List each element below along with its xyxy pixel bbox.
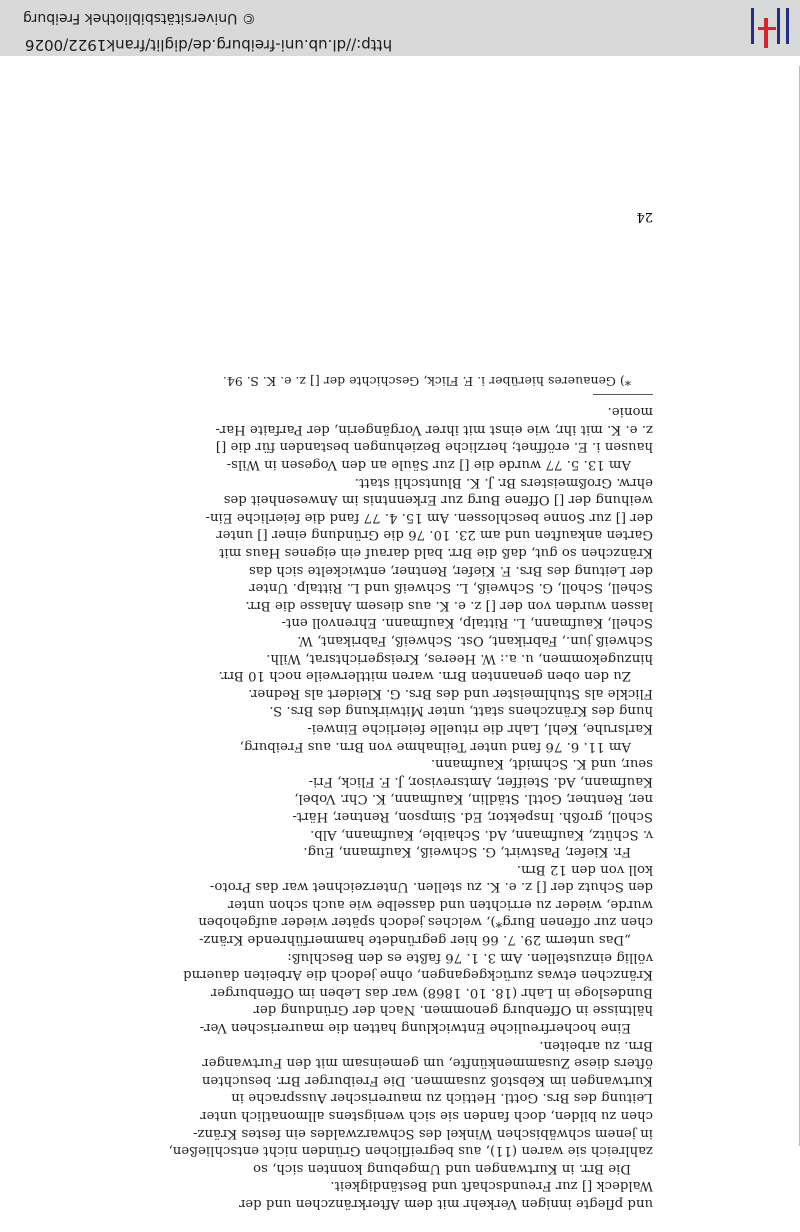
text-line: Schell, Scholl, G. Schweiß, L. Schweiß und L. Rittalp. Unter <box>249 580 653 596</box>
text-line: in jenem schwäbischen Winkel des Schwarzwaldes ein festes Kränz- <box>192 1125 653 1141</box>
text-line: weihung der [] Offene Burg zur Erkenntnis im Anwesenheit des <box>223 492 653 508</box>
text-line: Flickle als Stuhlmeister und des Brs. G. Kleidert als Redner. <box>248 685 653 701</box>
text-line: seur, und K. Schmidt, Kaufmann. <box>430 756 653 772</box>
text-line: z. e. K. mit ihr, wie einst mit ihrer Vorgängerin, der Parfaite Har- <box>215 421 653 437</box>
page-body <box>113 372 653 1212</box>
page-number: 24 <box>636 209 653 224</box>
copyright-notice: © Universitätsbibliothek Freiburg <box>23 10 256 26</box>
text-line: den Schutz der [] z. e. K. zu stellen. Unterzeichnet war das Proto- <box>209 879 653 895</box>
text-line: ehrw. Großmeisters Br. J. K. Bluntschli statt. <box>354 474 653 490</box>
text-line: chen zur offenen Burg*), welches jedoch später wieder aufgehoben <box>198 914 653 930</box>
text-line: Fr. Kiefer, Pastwirt, G. Schweiß, Kaufmann, Eug. <box>303 844 631 860</box>
text-line: Bundesloge in Lahr (18. 10. 1868) war das Leben im Offenburger <box>210 984 653 1000</box>
text-line: Die Brr. in Kurtwangen und Umgebung konnten sich, so <box>253 1160 631 1176</box>
text-line: koll von den 12 Brn. <box>516 861 653 877</box>
footnote: *) Genaueres hierüber i. F. Flick, Geschichte der [] z. e. K. S. 94. <box>222 373 631 389</box>
footnote-divider <box>593 394 653 395</box>
text-line: Kränzchen so gut, daß die Brr. bald darauf ein eigenes Haus mit <box>219 545 653 561</box>
text-line: Am 11. 6. 76 fand unter Teilnahme von Brn. aus Freiburg, <box>239 738 631 754</box>
text-line: und pflegte innigen Verkehr mit dem Afterkränzchen und der <box>238 1196 653 1211</box>
text-line: Schweiß jun., Fabrikant, Ost. Schweiß, Fabrikant, W. <box>297 633 653 648</box>
text-line: chen zu bilden, doch fanden sie sich wenigstens allmonatlich unter <box>200 1108 653 1124</box>
text-line: öfters diese Zusammenkünfte, um gemeinsam mit den Furtwanger <box>202 1055 653 1071</box>
text-line: v. Schütz, Kaufmann, Ad. Schaible, Kaufmann, Alb. <box>310 826 653 842</box>
text-line: Karlsruhe, Kehl, Lahr die rituelle feierliche Einwei- <box>307 720 653 736</box>
text-line: Scholl, großh. Inspektor, Ed. Simpson, Rentner, Härt- <box>292 808 653 824</box>
text-line: Schell, Kaufmann, L. Rittalp, Kaufmann. Ehrenvoll ent- <box>281 615 653 631</box>
source-url[interactable]: http://dl.ub.uni-freiburg.de/diglit/frank1922/0026 <box>25 36 393 54</box>
text-line: zahlreich sie waren (11), aus begreiflichen Gründen nicht entschließen, <box>168 1143 653 1159</box>
text-line: wurde, wieder zu errichten und dasselbe wie auch schon unter <box>227 896 653 912</box>
text-line: völlig einzustellen. Am 3. 1. 76 faßte es den Beschluß: <box>287 949 653 965</box>
text-line: Kurtwangen im Kebstoß zusammen. Die Freiburger Brr. besuchten <box>201 1072 653 1088</box>
text-line: Brn. zu arbeiten. <box>539 1037 653 1053</box>
text-line: Eine hocherfreuliche Entwicklung hatten die maurerischen Ver- <box>199 1020 631 1036</box>
text-line: hausen i. E. eröffnet; herzliche Beziehungen bestanden für die [] <box>215 439 653 455</box>
text-line: der [] zur Sonne beschlossen. Am 15. 4. 77 fand die feierliche Ein- <box>205 509 653 525</box>
text-line: Kränzchen etwas zurückgegangen, ohne jedoch die Arbeiten dauernd <box>183 967 653 983</box>
text-line: Am 13. 5. 77 wurde die [] zur Säule an den Vogesen in Wils- <box>226 457 631 473</box>
text-line: Waldeck [] zur Freundschaft und Beständigkeit. <box>330 1178 653 1194</box>
text-line: Garten ankauften und am 23. 10. 76 die Gründung einer [] unter <box>216 527 653 543</box>
text-line: Kaufmann, Ad. Steiffer, Amtsrevisor, J. F. Flick, Fri- <box>308 773 653 789</box>
text-line: hältnisse in Offenburg genommen. Nach der Gründung der <box>253 1002 653 1018</box>
text-line: hung des Kränzchens statt, unter Mitwirkung des Brs. S. <box>269 703 653 719</box>
text-line: Zu den oben genannten Brn. waren mittlerweile noch 10 Brr. <box>218 668 631 684</box>
text-line: „Das unterm 29. 7. 66 hier gegründete hammerführende Kränz- <box>198 932 631 948</box>
text-line: der Leitung des Brs. F. Kiefer, Rentner, entwickelte sich das <box>248 562 653 578</box>
ub-freiburg-logo-icon <box>746 4 794 48</box>
text-line: monie. <box>607 404 653 420</box>
text-line: hinzugekommen, u. a.: W. Heeres, Kreisgerichtsrat, Wilh. <box>266 650 653 666</box>
text-line: Leitung des Brs. Gottl. Hettich zu maurerischer Aussprache in <box>231 1090 653 1106</box>
library-banner <box>0 0 800 56</box>
text-line: ner, Rentner, Gottl. Städlin, Kaufmann, K. Chr. Vobel, <box>294 791 653 807</box>
text-line: lassen wurden von der [] z. e. K. aus diesem Anlasse die Brr. <box>245 597 653 613</box>
